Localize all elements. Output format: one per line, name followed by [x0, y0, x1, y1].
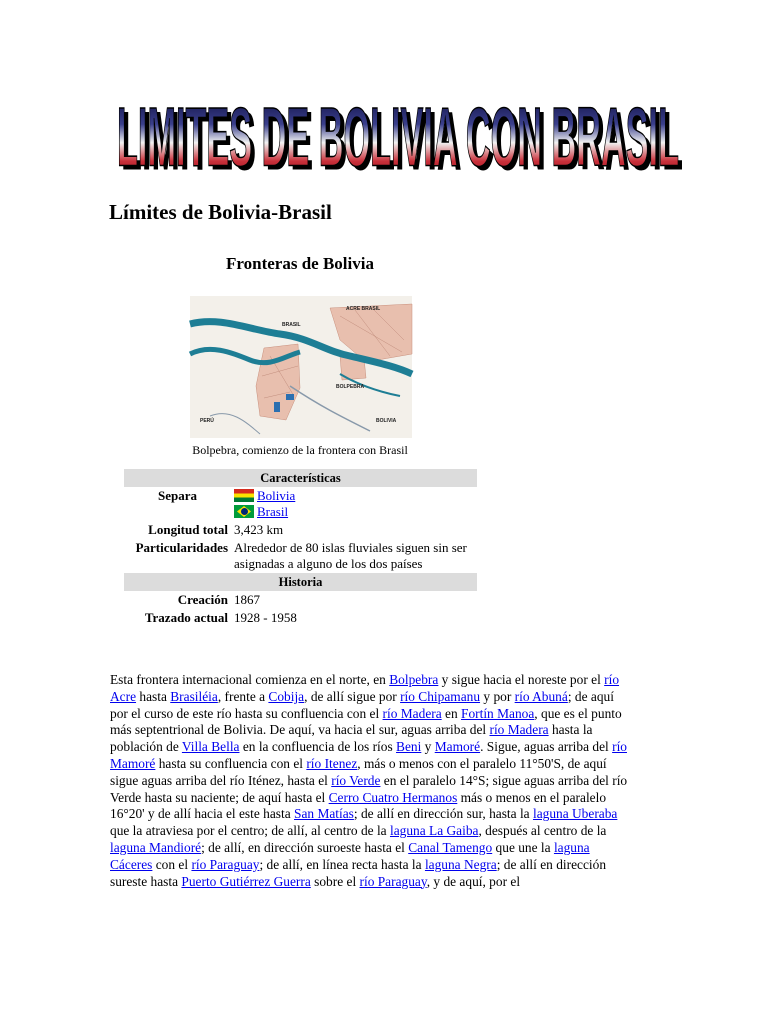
paragraph-text: y por: [480, 688, 515, 704]
paragraph-link[interactable]: río Paraguay: [191, 856, 260, 872]
paragraph-text: en el paralelo 14°S; sigue aguas arriba del río Verde hasta su naciente; de aquí hasta el: [110, 772, 628, 805]
paragraph-link[interactable]: Brasiléia: [170, 688, 218, 704]
banner-text: LIMITES DE BOLIVIA CON BRASIL: [117, 91, 679, 185]
paragraph-link[interactable]: Canal Tamengo: [408, 839, 493, 855]
paragraph-link[interactable]: laguna Negra: [424, 856, 497, 872]
paragraph-text: , después al centro de la: [478, 823, 607, 839]
paragraph-link[interactable]: San Matías: [294, 806, 354, 822]
paragraph-text: hasta: [136, 688, 171, 704]
infobox-section-historia: Historia: [124, 573, 477, 591]
map-label-bolpebra: BOLPEBRA: [336, 384, 365, 390]
brasil-flag-icon: [234, 505, 254, 518]
map-label-acre: ACRE BRASIL: [346, 306, 381, 312]
paragraph-link[interactable]: Puerto Gutiérrez Guerra: [181, 873, 311, 889]
longitud-value: 3,423 km: [234, 522, 284, 537]
title-banner: [110, 86, 686, 189]
paragraph-link[interactable]: Villa Bella: [181, 739, 240, 755]
paragraph-text: ; de allí, en línea recta hasta la: [259, 856, 425, 872]
section-heading: Fronteras de Bolivia: [226, 254, 374, 273]
paragraph-text: sobre el: [310, 873, 360, 889]
paragraph-link[interactable]: Cerro Cuatro Hermanos: [328, 789, 458, 805]
page-title: Límites de Bolivia-Brasil: [109, 200, 332, 224]
paragraph-link[interactable]: río Chipamanu: [400, 688, 481, 704]
paragraph-link[interactable]: río Verde: [331, 772, 381, 788]
paragraph-text: y: [421, 739, 435, 755]
trazado-label: Trazado actual: [144, 610, 228, 625]
paragraph-link[interactable]: río Madera: [489, 722, 549, 738]
particularidades-label: Particularidades: [135, 540, 228, 555]
map-caption: Bolpebra, comienzo de la frontera con Brasil: [192, 443, 408, 457]
map-label-bolivia: BOLIVIA: [376, 418, 397, 424]
body-paragraph: [110, 672, 630, 890]
paragraph-link[interactable]: río Itenez: [306, 755, 358, 771]
creacion-value: 1867: [234, 592, 260, 607]
paragraph-text: , que es el punto más septentrional de Bolivia. De aquí, va hacia el sur, aguas arriba del: [110, 705, 622, 738]
paragraph-text: en: [441, 705, 462, 721]
paragraph-text: ; de aquí por el curso de este río hasta su confluencia con el: [110, 688, 614, 721]
paragraph-text: con el: [152, 856, 192, 872]
infobox-row-separa: [124, 487, 477, 521]
paragraph-text: , y de aquí, por el: [426, 873, 521, 889]
paragraph-link[interactable]: Fortín Manoa: [461, 705, 535, 721]
paragraph-text: , frente a: [217, 688, 269, 704]
longitud-label: Longitud total: [148, 522, 228, 537]
paragraph-link[interactable]: Bolpebra: [389, 672, 439, 687]
paragraph-link[interactable]: Beni: [396, 739, 422, 755]
infobox-section-caracteristicas: Características: [124, 469, 477, 487]
paragraph-link[interactable]: laguna La Gaiba: [389, 823, 479, 839]
paragraph-link[interactable]: Cobija: [268, 688, 305, 704]
particularidades-value: Alrededor de 80 islas fluviales siguen sin ser asignadas a alguno de los dos países: [234, 540, 467, 571]
paragraph-text: en la confluencia de los ríos: [239, 739, 397, 755]
infobox-row-trazado: [124, 609, 477, 627]
paragraph-link[interactable]: río Abuná: [514, 688, 568, 704]
bolivia-flag-icon: [234, 489, 254, 502]
bolivia-link[interactable]: Bolivia: [257, 488, 296, 503]
banner-shadow: LIMITES DE BOLIVIA CON BRASIL: [120, 95, 683, 189]
infobox-row-particularidades: [124, 539, 477, 573]
separa-label: Separa: [158, 488, 197, 503]
brasil-link[interactable]: Brasil: [257, 504, 289, 519]
paragraph-text: ; de allí, en dirección suroeste hasta el: [201, 839, 409, 855]
paragraph-text: ; de allí en dirección sureste hasta: [110, 856, 607, 889]
paragraph-text: , más o menos con el paralelo 11°50'S, de aquí sigue aguas arriba del río Iténez, hasta el: [110, 755, 607, 788]
paragraph-text: y sigue hacia el noreste por el: [438, 672, 605, 687]
separa-values: [231, 487, 477, 521]
paragraph-text: que la atraviesa por el centro; de allí, al centro de la: [110, 823, 390, 839]
paragraph-link[interactable]: laguna Cáceres: [110, 839, 590, 872]
infobox-row-longitud: [124, 521, 477, 539]
paragraph-text: Esta frontera internacional comienza en el norte, en: [110, 672, 390, 687]
map-label-peru: PERÚ: [200, 418, 214, 424]
paragraph-link[interactable]: río Paraguay: [359, 873, 427, 889]
map-label-brasil: BRASIL: [282, 322, 301, 328]
paragraph-text: , de allí sigue por: [304, 688, 401, 704]
creacion-label: Creación: [177, 592, 228, 607]
paragraph-text: que une la: [492, 839, 554, 855]
paragraph-text: hasta la población de: [110, 722, 593, 755]
paragraph-link[interactable]: río Mamoré: [110, 739, 627, 771]
paragraph-text: . Sigue, aguas arriba del: [480, 739, 613, 755]
paragraph-text: más o menos en el paralelo 16°20' y de allí hacia el este hasta: [110, 789, 607, 822]
paragraph-text: hasta su confluencia con el: [155, 755, 307, 771]
paragraph-link[interactable]: río Acre: [110, 672, 620, 704]
paragraph-text: ; de allí en dirección sur, hasta la: [353, 806, 533, 822]
border-map-image: [190, 296, 412, 438]
paragraph-link[interactable]: río Madera: [382, 705, 442, 721]
infobox-row-creacion: [124, 591, 477, 609]
infobox-table: [124, 469, 477, 627]
paragraph-link[interactable]: laguna Mandioré: [110, 839, 202, 855]
paragraph-link[interactable]: Mamoré: [434, 739, 481, 755]
trazado-value: 1928 - 1958: [234, 610, 297, 625]
paragraph-link[interactable]: laguna Uberaba: [532, 806, 618, 822]
